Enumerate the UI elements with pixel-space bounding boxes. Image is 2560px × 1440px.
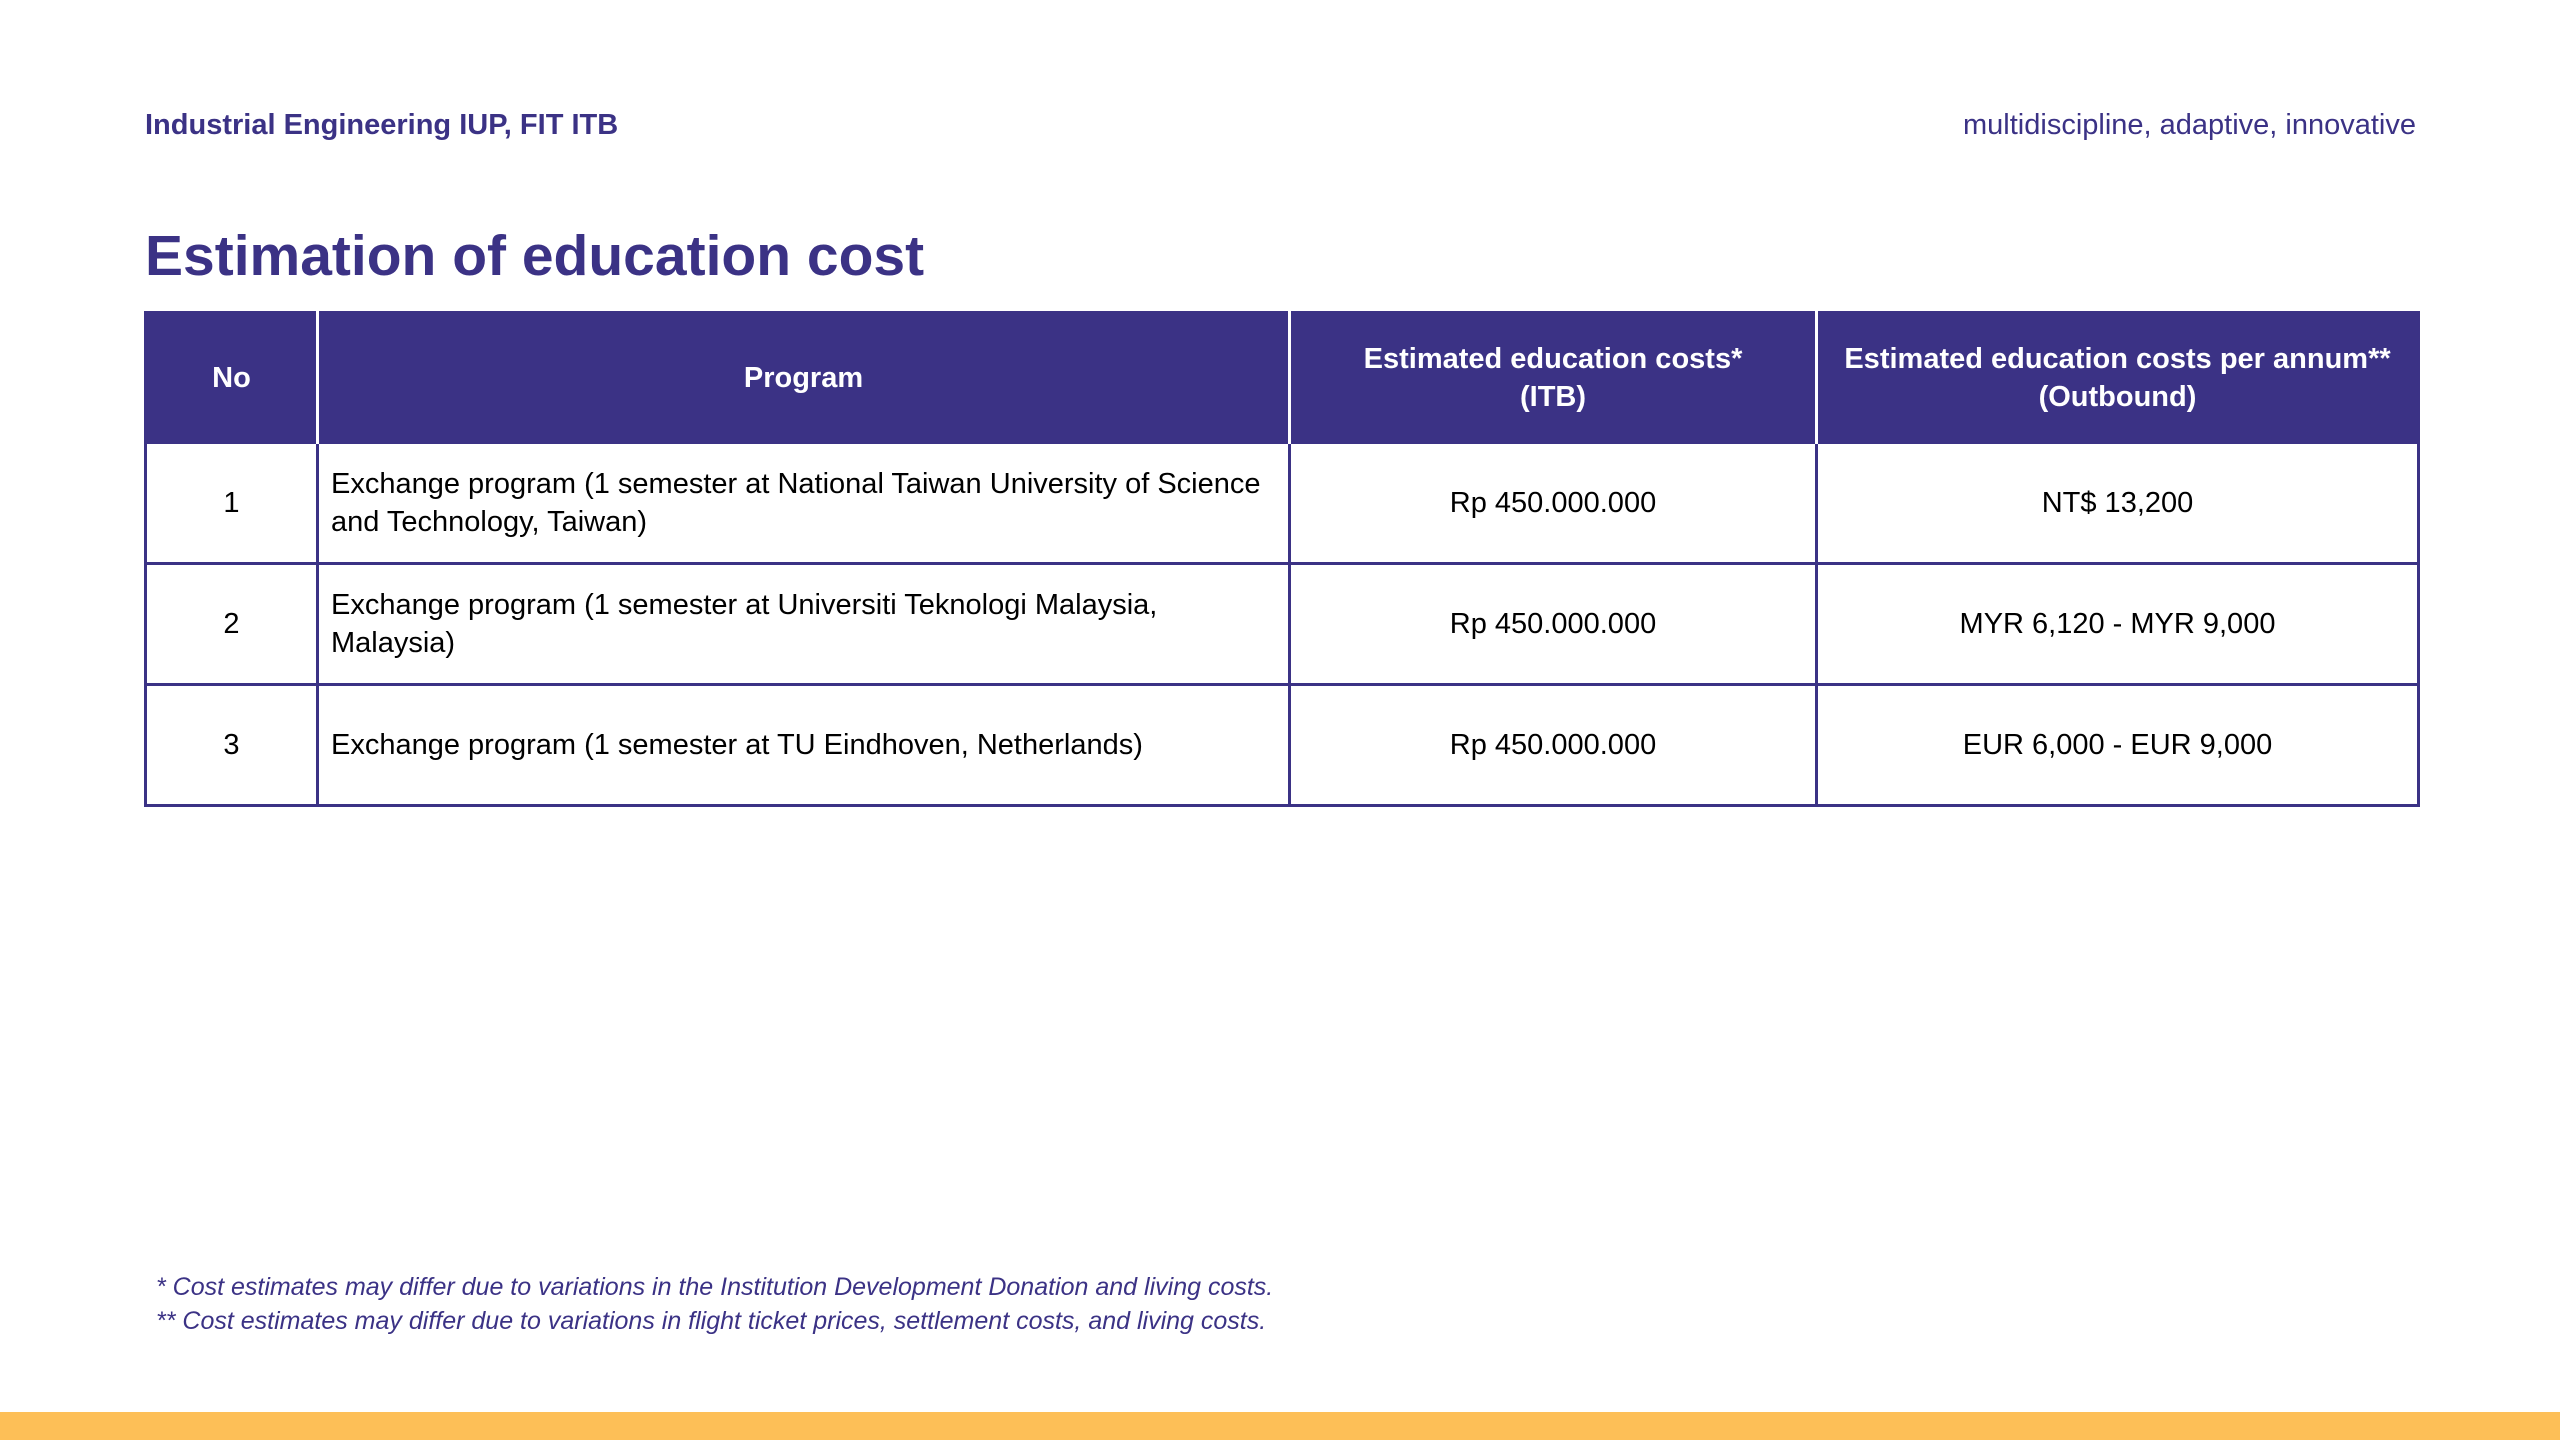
cell-no: 1 [146,443,318,564]
cell-itb-cost: Rp 450.000.000 [1290,443,1817,564]
column-header-no: No [146,313,318,443]
table-row [146,443,2419,564]
cell-outbound-cost: NT$ 13,200 [1817,443,2419,564]
cell-outbound-cost: MYR 6,120 - MYR 9,000 [1817,564,2419,685]
column-header-program: Program [318,313,1290,443]
column-header-itb-cost [1290,313,1817,443]
column-header-outbound-cost [1817,313,2419,443]
table-row [146,564,2419,685]
page-title: Estimation of education cost [145,224,925,288]
footnote-itb: * Cost estimates may differ due to variations in the Institution Development Donation and living costs. [156,1273,1274,1301]
cell-program: Exchange program (1 semester at Universiti Teknologi Malaysia, Malaysia) [318,564,1290,685]
cell-program: Exchange program (1 semester at National Taiwan University of Science and Technology, Taiwan) [318,443,1290,564]
column-header-outbound-cost-text: Estimated education costs per annum** (Outbound) [1844,342,2391,413]
footnotes [156,1270,1273,1338]
footnote-outbound: ** Cost estimates may differ due to variations in flight ticket prices, settlement costs, and living costs. [156,1307,1267,1335]
header-tagline: multidiscipline, adaptive, innovative [1963,109,2416,141]
accent-bar [0,1412,2560,1440]
cost-table [144,311,2420,807]
cell-itb-cost: Rp 450.000.000 [1290,685,1817,806]
cell-no: 3 [146,685,318,806]
cell-no: 2 [146,564,318,685]
column-header-itb-cost-text: Estimated education costs* (ITB) [1363,342,1743,413]
cell-itb-cost: Rp 450.000.000 [1290,564,1817,685]
table-row [146,685,2419,806]
table-header-row [146,313,2419,443]
header-institution: Industrial Engineering IUP, FIT ITB [145,109,619,141]
cell-program: Exchange program (1 semester at TU Eindhoven, Netherlands) [318,685,1290,806]
cell-outbound-cost: EUR 6,000 - EUR 9,000 [1817,685,2419,806]
